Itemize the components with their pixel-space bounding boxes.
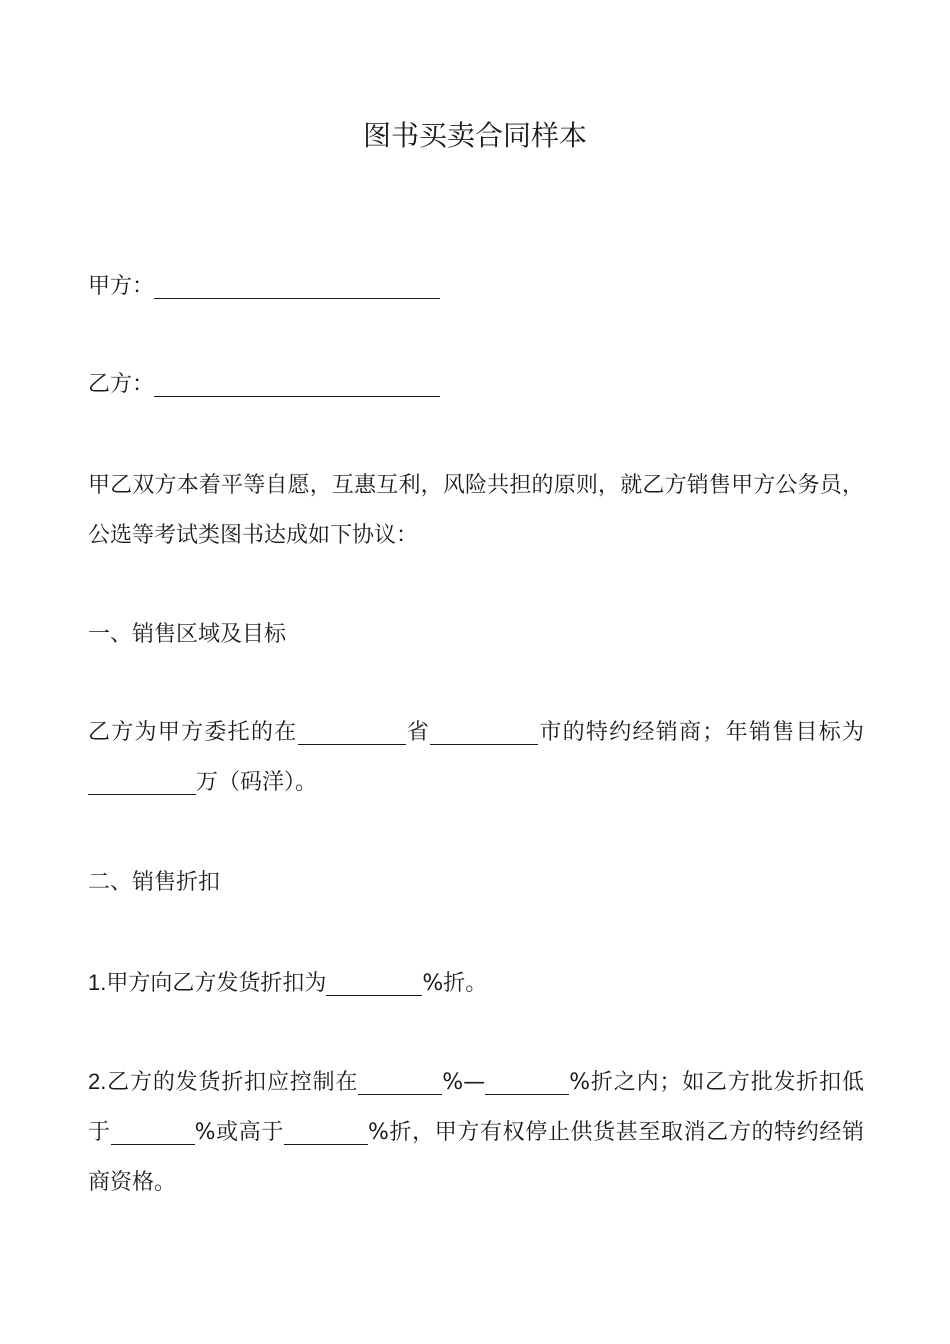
city-blank[interactable] bbox=[430, 714, 538, 745]
section1-text-1: 乙方为甲方委托的在 bbox=[88, 720, 298, 745]
item2-text-4: %或高于 bbox=[194, 1120, 285, 1145]
item1-paragraph bbox=[88, 958, 864, 1009]
section1-paragraph bbox=[88, 708, 864, 808]
party-b-label: 乙方： bbox=[88, 372, 155, 397]
item1-text-2: %折。 bbox=[422, 971, 488, 996]
intro-paragraph: 甲乙双方本着平等自愿，互惠互利，风险共担的原则，就乙方销售甲方公务员，公选等考试类图书达成如下协议： bbox=[88, 473, 864, 548]
discount-max-blank[interactable] bbox=[485, 1064, 569, 1095]
item1-text-1: 甲方向乙方发货折扣为 bbox=[106, 971, 327, 996]
shipping-discount-blank[interactable] bbox=[326, 965, 422, 996]
item2-text-3: %折之内；如乙方批发折扣低于 bbox=[88, 1070, 864, 1145]
lower-limit-blank[interactable] bbox=[111, 1114, 195, 1145]
item2-text-2: %— bbox=[442, 1070, 486, 1095]
party-b-blank[interactable] bbox=[154, 366, 440, 397]
upper-limit-blank[interactable] bbox=[284, 1114, 368, 1145]
document-title: 图书买卖合同样本 bbox=[362, 119, 587, 152]
item1-number: 1. bbox=[88, 970, 107, 995]
section1-heading: 一、销售区域及目标 bbox=[88, 622, 287, 647]
sales-target-blank[interactable] bbox=[88, 764, 196, 795]
discount-min-blank[interactable] bbox=[358, 1064, 442, 1095]
section1-text-3: 市的特约经销商；年销售目标为 bbox=[538, 720, 864, 745]
party-a-blank[interactable] bbox=[154, 268, 440, 299]
party-a-line bbox=[88, 262, 864, 312]
section1-text-2: 省 bbox=[405, 720, 431, 745]
section2-heading: 二、销售折扣 bbox=[88, 870, 221, 895]
item2-text-5: %折，甲方有权停止供货甚至取消乙方的特约经销商资格。 bbox=[88, 1120, 864, 1195]
item2-text-1: 乙方的发货折扣应控制在 bbox=[106, 1070, 359, 1095]
party-b-line bbox=[88, 360, 864, 410]
item2-paragraph bbox=[88, 1057, 864, 1208]
party-a-label: 甲方： bbox=[88, 274, 155, 299]
section1-text-4: 万（码洋）。 bbox=[196, 770, 318, 795]
province-blank[interactable] bbox=[298, 714, 406, 745]
item2-number: 2. bbox=[88, 1069, 107, 1094]
